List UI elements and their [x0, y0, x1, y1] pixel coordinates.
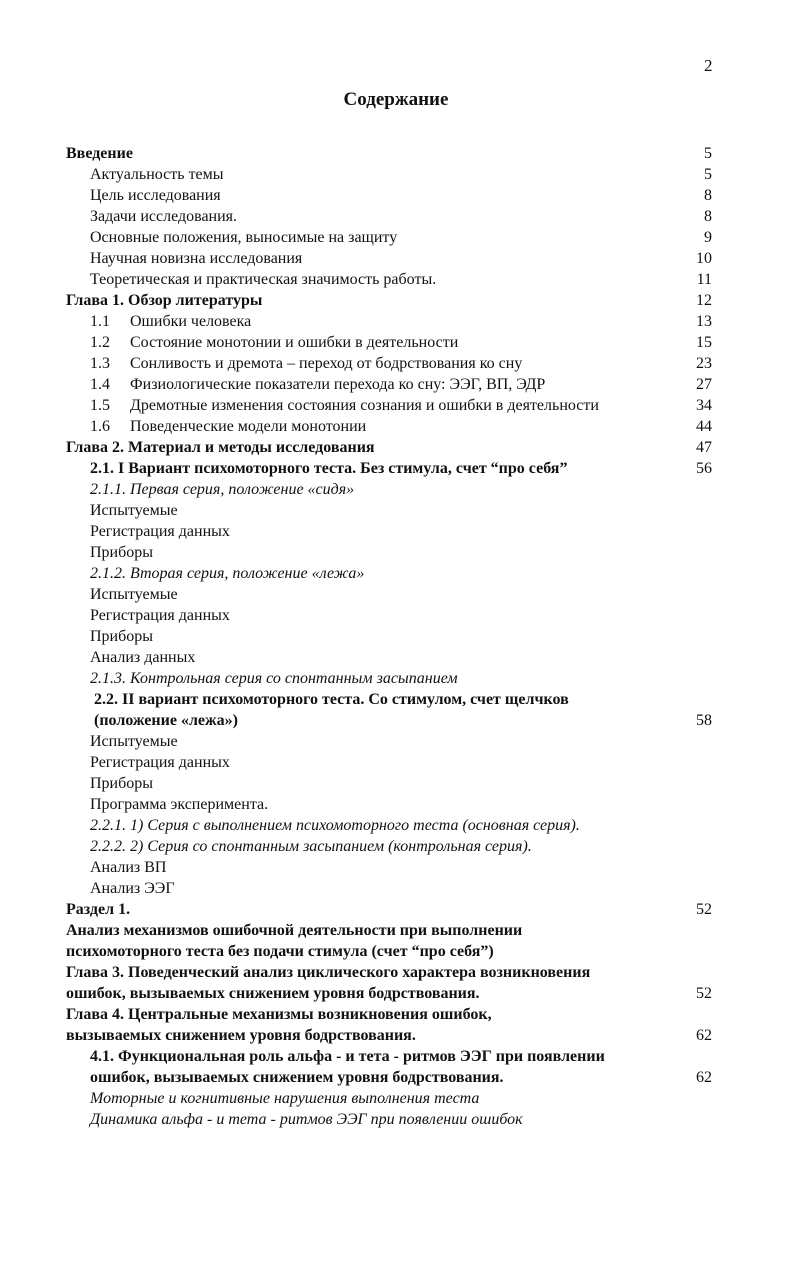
- toc-entry-intro-4: [66, 227, 712, 248]
- toc-entry-page: 62: [696, 1027, 712, 1044]
- toc-entry-text: 2.1.1. Первая серия, положение «сидя»: [90, 481, 355, 498]
- toc-entry-ch2-1-3: [66, 668, 712, 689]
- toc-entry-text: 2.2. II вариант психомоторного теста. Со стимулом, счет щелчков: [94, 691, 569, 708]
- toc-entry-text: Приборы: [90, 628, 154, 645]
- toc-entry-page: 8: [704, 208, 712, 225]
- toc-entry-ch2-2a: [66, 731, 712, 752]
- toc-entry-text: Поведенческие модели монотонии: [130, 418, 367, 435]
- toc-entry-intro-1: [66, 164, 712, 185]
- toc-entry-text: Регистрация данных: [90, 754, 230, 771]
- toc-entry-label: [90, 647, 195, 668]
- toc-entry-ch2-1-1a: [66, 500, 712, 521]
- toc-entry-ch4-1a: [66, 1088, 712, 1109]
- toc-entry-text: Физиологические показатели перехода ко сну: ЭЭГ, ВП, ЭДР: [130, 376, 546, 393]
- toc-entry-text: Испытуемые: [90, 502, 178, 519]
- toc-entry-ch2-1: [66, 458, 712, 479]
- toc-entry-page: 10: [696, 250, 712, 267]
- toc-entry-number: 1.3: [90, 355, 110, 372]
- toc-entry-ch3: [66, 962, 712, 1004]
- toc-entry-ch1-3: [66, 353, 712, 374]
- toc-entry-text: Программа эксперимента.: [90, 796, 269, 813]
- toc-entry-label: [66, 1004, 492, 1046]
- toc-entry-ch2-1-1c: [66, 542, 712, 563]
- toc-entry-number: 1.6: [90, 418, 110, 435]
- toc-entry-ch2-2b: [66, 752, 712, 773]
- toc-entry-page: 9: [704, 229, 712, 246]
- toc-entry-sec1-t: [66, 920, 712, 962]
- toc-entry-text: Моторные и когнитивные нарушения выполнения теста: [90, 1090, 480, 1107]
- toc-entry-text: Сонливость и дремота – переход от бодрствования ко сну: [130, 355, 523, 372]
- toc-entry-label: [90, 353, 522, 374]
- toc-entry-label: [90, 1088, 479, 1109]
- toc-entry-label: [90, 584, 178, 605]
- toc-entry-number: 1.2: [90, 334, 110, 351]
- toc-entry-text: Анализ ВП: [90, 859, 167, 876]
- toc-entry-label: [90, 878, 175, 899]
- toc-entry-label: [90, 395, 599, 416]
- toc-entry-label: [90, 227, 397, 248]
- toc-entry-text: Актуальность темы: [90, 166, 224, 183]
- toc-entry-text-line2: (положение «лежа»): [94, 712, 238, 729]
- toc-entry-label: [66, 962, 590, 1004]
- toc-entry-intro: [66, 143, 712, 164]
- toc-entry-text-line2: психомоторного теста без подачи стимула (счет “про себя”): [66, 943, 494, 960]
- toc-entry-label: [90, 1109, 523, 1130]
- toc-entry-label: [90, 269, 436, 290]
- toc-entry-text: Глава 3. Поведенческий анализ циклического характера возникновения: [66, 964, 591, 981]
- toc-entry-label: [66, 143, 133, 164]
- toc-entry-ch2-1-2d: [66, 647, 712, 668]
- toc-entry-label: [90, 332, 458, 353]
- toc-entry-label: [66, 920, 522, 962]
- toc-entry-label: [90, 542, 153, 563]
- toc-entry-text: Ошибки человека: [130, 313, 252, 330]
- toc-entry-label: [90, 815, 580, 836]
- toc-entry-label: [90, 185, 221, 206]
- toc-entry-label: [66, 899, 130, 920]
- toc-entry-label: [90, 857, 166, 878]
- toc-entry-text: Дремотные изменения состояния сознания и ошибки в деятельности: [130, 397, 599, 414]
- toc-entry-ch2-2: [66, 689, 712, 731]
- toc-entry-text: 4.1. Функциональная роль альфа - и тета - ритмов ЭЭГ при появлении: [90, 1048, 605, 1065]
- toc-entry-ch1-4: [66, 374, 712, 395]
- toc-entry-text: Испытуемые: [90, 586, 178, 603]
- toc-entry-number: 1.1: [90, 313, 110, 330]
- toc-entry-label: [90, 374, 545, 395]
- toc-entry-ch2-2-1: [66, 815, 712, 836]
- toc-entry-page: 44: [696, 418, 712, 435]
- toc-entry-ch2-1-2: [66, 563, 712, 584]
- toc-entry-number: 1.5: [90, 397, 110, 414]
- toc-entry-intro-5: [66, 248, 712, 269]
- toc-entry-text-line2: ошибок, вызываемых снижением уровня бодрствования.: [90, 1069, 504, 1086]
- page-number: 2: [704, 56, 713, 75]
- toc-entry-text: Состояние монотонии и ошибки в деятельности: [130, 334, 459, 351]
- toc-entry-ch4-1: [66, 1046, 712, 1088]
- toc-entry-label: [94, 689, 569, 731]
- toc-entry-text: Научная новизна исследования: [90, 250, 303, 267]
- toc-entry-text: 2.2.2. 2) Серия со спонтанным засыпанием (контрольная серия).: [90, 838, 532, 855]
- toc-entry-page: 11: [696, 271, 712, 288]
- toc-entry-text: Теоретическая и практическая значимость работы.: [90, 271, 437, 288]
- toc-entry-text: Основные положения, выносимые на защиту: [90, 229, 398, 246]
- toc-entry-text: 2.1.2. Вторая серия, положение «лежа»: [90, 565, 365, 582]
- toc-entry-ch2-2e: [66, 857, 712, 878]
- toc-entry-text: Глава 2. Материал и методы исследования: [66, 439, 375, 456]
- table-of-contents: [66, 143, 712, 1130]
- toc-entry-text: Цель исследования: [90, 187, 221, 204]
- toc-entry-text: Анализ данных: [90, 649, 196, 666]
- toc-entry-label: [90, 731, 178, 752]
- toc-entry-label: [90, 563, 364, 584]
- toc-entry-text: 2.2.1. 1) Серия с выполнением психомоторного теста (основная серия).: [90, 817, 580, 834]
- toc-entry-ch2-1-1: [66, 479, 712, 500]
- toc-entry-label: [90, 479, 354, 500]
- toc-entry-intro-3: [66, 206, 712, 227]
- toc-entry-label: [90, 626, 153, 647]
- toc-entry-page: 5: [704, 166, 712, 183]
- toc-entry-label: [90, 164, 224, 185]
- toc-entry-text: Регистрация данных: [90, 523, 230, 540]
- toc-entry-label: [90, 521, 230, 542]
- toc-entry-page: 52: [696, 901, 712, 918]
- toc-entry-ch2-1-1b: [66, 521, 712, 542]
- toc-entry-text: Приборы: [90, 544, 154, 561]
- toc-entry-label: [90, 836, 532, 857]
- toc-entry-text: Регистрация данных: [90, 607, 230, 624]
- toc-entry-intro-2: [66, 185, 712, 206]
- toc-entry-text: Анализ ЭЭГ: [90, 880, 175, 897]
- toc-entry-text-line2: ошибок, вызываемых снижением уровня бодрствования.: [66, 985, 480, 1002]
- toc-entry-label: [90, 206, 237, 227]
- toc-entry-page: 12: [696, 292, 712, 309]
- toc-entry-ch1-2: [66, 332, 712, 353]
- toc-entry-text: Динамика альфа - и тета - ритмов ЭЭГ при появлении ошибок: [90, 1111, 523, 1128]
- toc-entry-ch4: [66, 1004, 712, 1046]
- toc-entry-label: [90, 1046, 605, 1088]
- toc-entry-text: 2.1.3. Контрольная серия со спонтанным засыпанием: [90, 670, 458, 687]
- toc-entry-ch2: [66, 437, 712, 458]
- toc-entry-label: [90, 500, 178, 521]
- toc-entry-ch2-1-2b: [66, 605, 712, 626]
- toc-entry-ch2-2f: [66, 878, 712, 899]
- toc-entry-ch2-2c: [66, 773, 712, 794]
- toc-entry-page: 8: [704, 187, 712, 204]
- toc-entry-label: [90, 773, 153, 794]
- toc-entry-page: 62: [696, 1069, 712, 1086]
- toc-entry-label: [66, 290, 262, 311]
- toc-entry-text: Введение: [66, 145, 133, 162]
- toc-entry-page: 56: [696, 460, 712, 477]
- toc-entry-intro-6: [66, 269, 712, 290]
- toc-entry-ch2-1-2c: [66, 626, 712, 647]
- toc-entry-label: [66, 437, 375, 458]
- toc-entry-sec1: [66, 899, 712, 920]
- page-title: Содержание: [343, 89, 449, 110]
- toc-entry-ch1: [66, 290, 712, 311]
- toc-entry-label: [90, 458, 567, 479]
- toc-entry-text: Приборы: [90, 775, 154, 792]
- toc-entry-text: 2.1. I Вариант психомоторного теста. Без стимула, счет “про себя”: [90, 460, 568, 477]
- toc-entry-ch2-2-2: [66, 836, 712, 857]
- toc-entry-ch1-1: [66, 311, 712, 332]
- toc-entry-label: [90, 668, 458, 689]
- toc-entry-page: 34: [696, 397, 712, 414]
- toc-entry-number: 1.4: [90, 376, 110, 393]
- toc-entry-label: [90, 248, 302, 269]
- toc-entry-text: Анализ механизмов ошибочной деятельности при выполнении: [66, 922, 523, 939]
- toc-entry-ch1-5: [66, 395, 712, 416]
- toc-entry-text-line2: вызываемых снижением уровня бодрствования.: [66, 1027, 416, 1044]
- toc-entry-label: [90, 416, 366, 437]
- toc-entry-page: 5: [704, 145, 712, 162]
- toc-entry-ch1-6: [66, 416, 712, 437]
- toc-entry-page: 58: [696, 712, 712, 729]
- toc-entry-text: Раздел 1.: [66, 901, 131, 918]
- toc-entry-label: [90, 311, 251, 332]
- toc-entry-ch2-2d: [66, 794, 712, 815]
- toc-entry-text: Глава 4. Центральные механизмы возникновения ошибок,: [66, 1006, 492, 1023]
- toc-entry-page: 47: [696, 439, 712, 456]
- toc-entry-page: 27: [696, 376, 712, 393]
- toc-entry-label: [90, 794, 268, 815]
- toc-entry-page: 52: [696, 985, 712, 1002]
- toc-entry-label: [90, 752, 230, 773]
- toc-entry-page: 13: [696, 313, 712, 330]
- toc-entry-page: 23: [696, 355, 712, 372]
- toc-entry-text: Задачи исследования.: [90, 208, 238, 225]
- toc-entry-label: [90, 605, 230, 626]
- toc-entry-ch4-1b: [66, 1109, 712, 1130]
- toc-entry-ch2-1-2a: [66, 584, 712, 605]
- toc-entry-text: Испытуемые: [90, 733, 178, 750]
- toc-entry-text: Глава 1. Обзор литературы: [66, 292, 263, 309]
- toc-entry-page: 15: [696, 334, 712, 351]
